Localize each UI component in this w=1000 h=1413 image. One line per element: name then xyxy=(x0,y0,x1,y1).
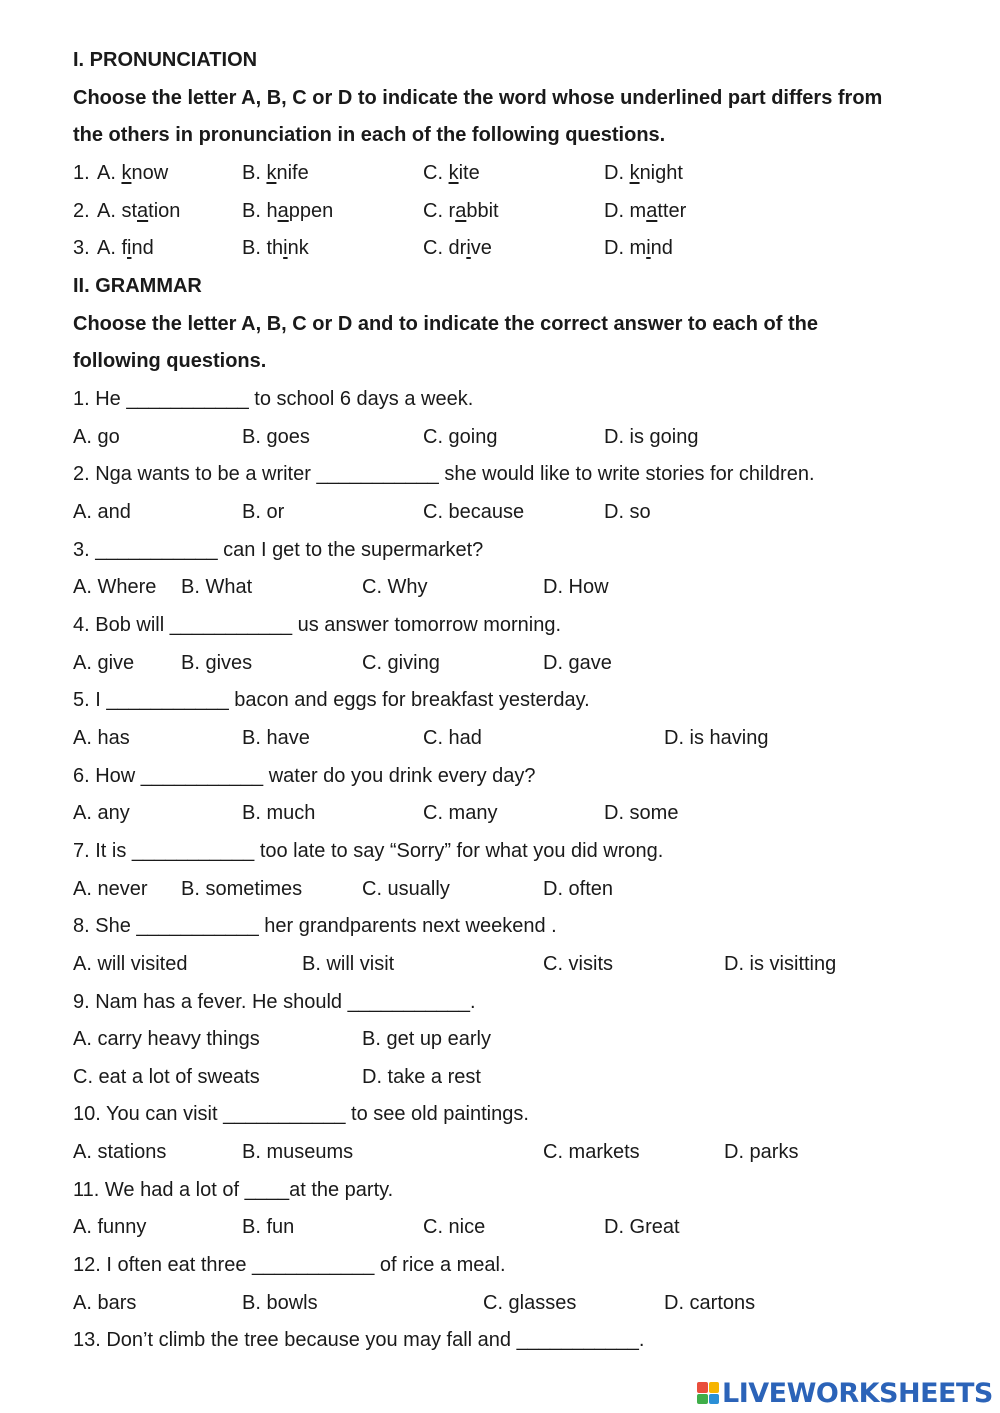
underlined-part: k xyxy=(629,161,640,184)
grammar-question xyxy=(73,1325,644,1355)
question-text: 5. I ___________ bacon and eggs for breakfast yesterday. xyxy=(73,689,590,712)
question-text: 8. She ___________ her grandparents next weekend . xyxy=(73,915,557,938)
answer-option: C. glasses xyxy=(483,1291,577,1314)
answer-option: B. or xyxy=(242,500,285,523)
answer-option: C. had xyxy=(423,726,482,749)
answer-option: D. parks xyxy=(724,1141,799,1164)
answer-option: C. going xyxy=(423,425,498,448)
answer-option: B. What xyxy=(181,576,253,599)
option-text-after: ppen xyxy=(288,199,334,222)
instruction-text: Choose the letter A, B, C or D and to indicate the correct answer to each of the xyxy=(73,312,818,335)
grammar-question xyxy=(73,1099,529,1129)
answer-option: A. bars xyxy=(73,1291,137,1314)
question-text: 6. How ___________ water do you drink every day? xyxy=(73,764,536,787)
answer-option xyxy=(604,196,686,226)
answer-option: B. goes xyxy=(242,425,310,448)
question-number: 3. xyxy=(73,237,90,260)
answer-option: B. bowls xyxy=(242,1291,318,1314)
answer-option: D. is going xyxy=(604,425,699,448)
answer-option: A. never xyxy=(73,877,148,900)
underlined-part: i xyxy=(466,237,471,260)
answer-option: C. nice xyxy=(423,1216,486,1239)
section-heading-pronunciation xyxy=(73,45,257,75)
option-text-before: C. xyxy=(423,161,449,184)
instruction-line xyxy=(73,346,266,376)
option-text-after: nife xyxy=(276,161,309,184)
instruction-line xyxy=(73,309,818,339)
answer-option xyxy=(423,158,480,188)
underlined-part: i xyxy=(127,237,132,260)
option-text-after: tter xyxy=(657,199,687,222)
answer-option xyxy=(604,158,683,188)
underlined-part: a xyxy=(646,199,658,222)
option-text-before: B. th xyxy=(242,237,284,260)
question-text: 3. ___________ can I get to the supermarket? xyxy=(73,538,484,561)
question-text: 7. It is ___________ too late to say “Sorry” for what you did wrong. xyxy=(73,839,664,862)
question-text: 2. Nga wants to be a writer ___________ she would like to write stories for children. xyxy=(73,463,815,486)
option-text-before: D. m xyxy=(604,199,647,222)
instruction-text: Choose the letter A, B, C or D to indicate the word whose underlined part differs from xyxy=(73,86,883,109)
option-text-after: ite xyxy=(458,161,480,184)
grammar-question xyxy=(73,685,590,715)
grammar-question xyxy=(73,836,663,866)
answer-option: A. and xyxy=(73,500,131,523)
grammar-question xyxy=(73,1250,506,1280)
answer-option: B. museums xyxy=(242,1141,354,1164)
option-text-before: D. m xyxy=(604,237,647,260)
grammar-question xyxy=(73,459,815,489)
instruction-line xyxy=(73,83,882,113)
question-text: 10. You can visit ___________ to see old paintings. xyxy=(73,1103,529,1126)
answer-option xyxy=(97,196,180,226)
liveworksheets-logo-text: LIVEWORKSHEETS xyxy=(722,1377,993,1409)
logo-mark-tile xyxy=(709,1394,720,1405)
underlined-part: k xyxy=(448,161,459,184)
answer-option xyxy=(97,158,168,188)
option-text-after: tion xyxy=(148,199,181,222)
answer-option: C. many xyxy=(423,802,498,825)
grammar-question xyxy=(73,987,476,1017)
answer-option: C. eat a lot of sweats xyxy=(73,1065,260,1088)
question-number: 2. xyxy=(73,199,90,222)
liveworksheets-logo-icon xyxy=(697,1382,719,1404)
question-text: 11. We had a lot of ____at the party. xyxy=(73,1178,394,1201)
option-text-before: C. dr xyxy=(423,237,467,260)
underlined-part: k xyxy=(121,161,132,184)
question-text: 9. Nam has a fever. He should ___________. xyxy=(73,990,476,1013)
grammar-question xyxy=(73,535,483,565)
option-text-before: C. r xyxy=(423,199,456,222)
question-text: 4. Bob will ___________ us answer tomorrow morning. xyxy=(73,613,562,636)
answer-option: D. is visitting xyxy=(724,952,837,975)
answer-option: A. Where xyxy=(73,576,157,599)
option-text-after: nd xyxy=(131,237,154,260)
answer-option: C. markets xyxy=(543,1141,640,1164)
section-heading-text: I. PRONUNCIATION xyxy=(73,49,258,71)
liveworksheets-logo xyxy=(697,1378,993,1408)
answer-option: B. fun xyxy=(242,1216,295,1239)
answer-option: D. is having xyxy=(664,726,769,749)
answer-option: A. any xyxy=(73,802,130,825)
option-text-before: D. xyxy=(604,161,630,184)
answer-option: B. sometimes xyxy=(181,877,303,900)
answer-option: C. visits xyxy=(543,952,613,975)
answer-option xyxy=(242,233,309,263)
answer-option: C. Why xyxy=(362,576,428,599)
option-text-before: A. f xyxy=(97,237,128,260)
answer-option: C. giving xyxy=(362,651,440,674)
grammar-question xyxy=(73,761,536,791)
answer-option: A. will visited xyxy=(73,952,188,975)
answer-option: B. will visit xyxy=(302,952,395,975)
answer-option: D. often xyxy=(543,877,614,900)
option-text-before: B. h xyxy=(242,199,278,222)
question-text: 13. Don’t climb the tree because you may fall and ___________. xyxy=(73,1329,645,1352)
option-text-after: night xyxy=(639,161,683,184)
answer-option: A. funny xyxy=(73,1216,147,1239)
answer-option xyxy=(242,158,309,188)
answer-option: A. has xyxy=(73,726,130,749)
option-text-after: now xyxy=(131,161,169,184)
answer-option: A. stations xyxy=(73,1141,167,1164)
underlined-part: i xyxy=(646,237,651,260)
answer-option xyxy=(242,196,333,226)
answer-option: B. have xyxy=(242,726,310,749)
answer-option: C. because xyxy=(423,500,525,523)
answer-option: D. some xyxy=(604,802,679,825)
answer-option: B. much xyxy=(242,802,316,825)
question-number: 1. xyxy=(73,161,90,184)
answer-option: D. gave xyxy=(543,651,612,674)
underlined-part: a xyxy=(137,199,149,222)
option-text-before: A. xyxy=(97,161,122,184)
answer-option xyxy=(604,233,673,263)
answer-option: D. Great xyxy=(604,1216,680,1239)
answer-option xyxy=(423,233,492,263)
grammar-question xyxy=(73,911,557,941)
answer-option: D. take a rest xyxy=(362,1065,481,1088)
underlined-part: k xyxy=(266,161,277,184)
option-text-after: nk xyxy=(287,237,309,260)
logo-mark-tile xyxy=(697,1382,708,1393)
underlined-part: a xyxy=(455,199,467,222)
logo-mark-tile xyxy=(709,1382,720,1393)
option-text-after: bbit xyxy=(466,199,499,222)
option-text-after: nd xyxy=(650,237,673,260)
section-heading-grammar xyxy=(73,271,202,301)
answer-option: D. so xyxy=(604,500,651,523)
question-text: 1. He ___________ to school 6 days a week. xyxy=(73,387,474,410)
answer-option: A. give xyxy=(73,651,135,674)
option-text-after: ve xyxy=(470,237,492,260)
answer-option xyxy=(97,233,154,263)
underlined-part: a xyxy=(277,199,289,222)
option-text-before: A. st xyxy=(97,199,138,222)
logo-mark-tile xyxy=(697,1394,708,1405)
answer-option: A. go xyxy=(73,425,120,448)
answer-option: D. How xyxy=(543,576,609,599)
instruction-line xyxy=(73,120,665,150)
answer-option: B. get up early xyxy=(362,1028,491,1051)
question-text: 12. I often eat three ___________ of rice a meal. xyxy=(73,1254,506,1277)
section-heading-text: II. GRAMMAR xyxy=(73,274,202,297)
answer-option xyxy=(423,196,499,226)
option-text-before: B. xyxy=(242,161,267,184)
answer-option: A. carry heavy things xyxy=(73,1028,260,1051)
answer-option: B. gives xyxy=(181,651,253,674)
grammar-question xyxy=(73,610,561,640)
grammar-question xyxy=(73,1175,393,1205)
answer-option: D. cartons xyxy=(664,1291,756,1314)
instruction-text: following questions. xyxy=(73,350,267,373)
grammar-question xyxy=(73,384,473,414)
instruction-text: the others in pronunciation in each of the following questions. xyxy=(73,124,666,147)
underlined-part: i xyxy=(283,237,288,260)
answer-option: C. usually xyxy=(362,877,450,900)
